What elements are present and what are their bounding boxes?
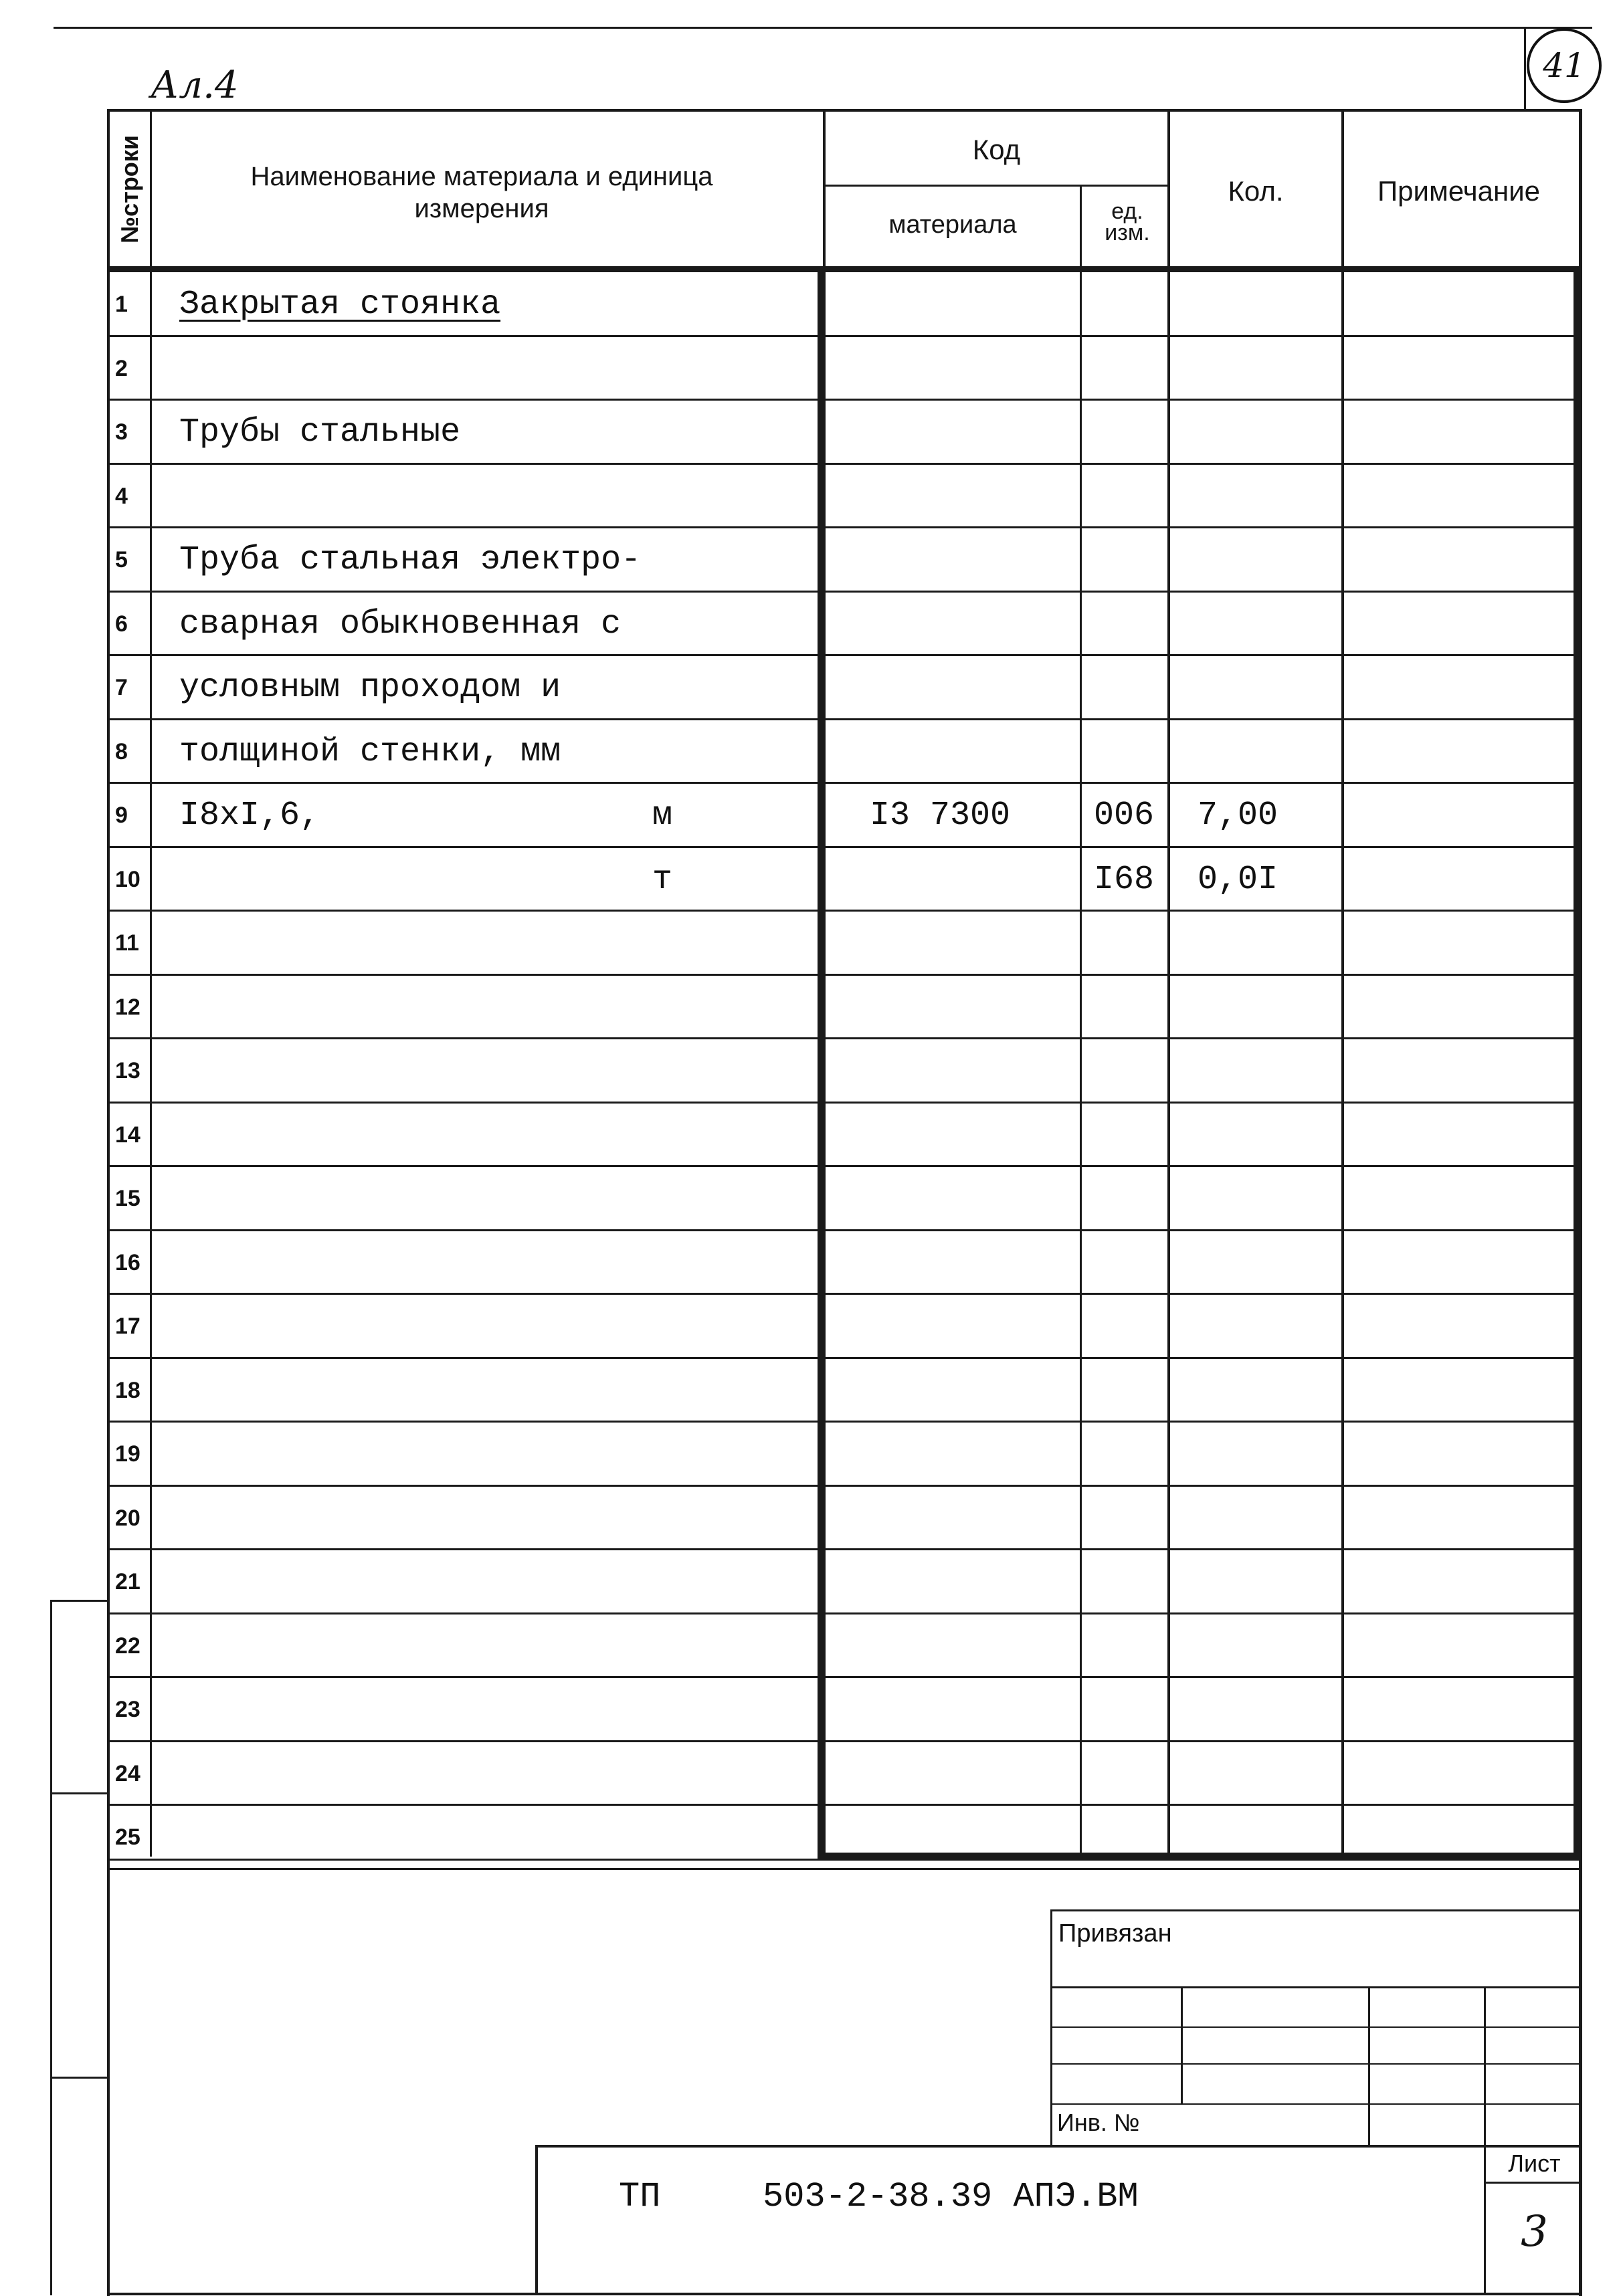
row-number: 16 xyxy=(115,1249,140,1275)
material-name xyxy=(179,336,808,401)
unit xyxy=(652,1486,692,1550)
table-row xyxy=(0,1358,1621,1423)
quantity xyxy=(1198,1614,1338,1678)
unit-code xyxy=(1094,1677,1167,1742)
unit-code xyxy=(1094,1614,1167,1678)
unit-code xyxy=(1094,911,1167,975)
table-row xyxy=(0,336,1621,401)
unit xyxy=(652,911,692,975)
quantity xyxy=(1198,720,1338,784)
table-row xyxy=(0,1677,1621,1742)
material-code xyxy=(870,592,1070,656)
material-code xyxy=(870,1677,1070,1742)
note xyxy=(1351,975,1572,1039)
material-code xyxy=(870,1294,1070,1358)
note xyxy=(1351,1805,1572,1869)
unit-code xyxy=(1094,336,1167,401)
note xyxy=(1351,1550,1572,1614)
header-rownum: №строки xyxy=(116,134,144,243)
note xyxy=(1351,720,1572,784)
table-row xyxy=(0,528,1621,592)
material-code: I3 7300 xyxy=(870,796,1011,835)
note xyxy=(1351,1358,1572,1423)
table-row xyxy=(0,1550,1621,1614)
row-number: 7 xyxy=(115,674,128,700)
inv-label: Инв. № xyxy=(1057,2109,1140,2136)
table-row xyxy=(0,1614,1621,1678)
material-code xyxy=(870,1486,1070,1550)
quantity xyxy=(1198,336,1338,401)
table-row xyxy=(0,655,1621,720)
unit-code xyxy=(1094,1486,1167,1550)
material-code xyxy=(870,1422,1070,1486)
quantity xyxy=(1198,528,1338,592)
material-name: I8xI,6, xyxy=(179,796,320,835)
unit xyxy=(652,464,692,528)
unit-code xyxy=(1094,1550,1167,1614)
material-code xyxy=(870,847,1070,912)
row-number: 15 xyxy=(115,1185,140,1211)
material-code xyxy=(870,336,1070,401)
material-name xyxy=(179,1103,808,1167)
quantity: 0,0I xyxy=(1198,860,1278,899)
unit-code xyxy=(1094,1294,1167,1358)
unit xyxy=(652,1614,692,1678)
quantity xyxy=(1198,1422,1338,1486)
quantity xyxy=(1198,592,1338,656)
material-name: сварная обыкновенная с xyxy=(179,605,622,643)
quantity xyxy=(1198,1039,1338,1103)
note xyxy=(1351,911,1572,975)
material-code xyxy=(870,464,1070,528)
unit-code: 006 xyxy=(1094,796,1155,835)
table-row xyxy=(0,911,1621,975)
quantity xyxy=(1198,1166,1338,1231)
unit-code xyxy=(1094,1103,1167,1167)
material-code xyxy=(870,975,1070,1039)
unit xyxy=(652,1166,692,1231)
material-name: условным проходом и xyxy=(179,668,561,707)
table-row xyxy=(0,1294,1621,1358)
unit-code xyxy=(1094,592,1167,656)
unit-code xyxy=(1094,1742,1167,1806)
doc-code: 503-2-38.39 АПЭ.ВМ xyxy=(763,2177,1139,2216)
unit xyxy=(652,592,692,656)
row-number: 25 xyxy=(115,1824,140,1850)
table-row xyxy=(0,400,1621,464)
unit-code xyxy=(1094,720,1167,784)
quantity xyxy=(1198,911,1338,975)
table-row xyxy=(0,464,1621,528)
material-name xyxy=(179,911,808,975)
unit xyxy=(652,1550,692,1614)
material-code xyxy=(870,272,1070,336)
note xyxy=(1351,1103,1572,1167)
quantity xyxy=(1198,1805,1338,1869)
note xyxy=(1351,400,1572,464)
material-code xyxy=(870,1231,1070,1295)
header-note: Примечание xyxy=(1377,175,1541,207)
row-number: 5 xyxy=(115,546,128,572)
note xyxy=(1351,847,1572,912)
table-row xyxy=(0,1422,1621,1486)
material-code xyxy=(870,1103,1070,1167)
unit xyxy=(652,528,692,592)
quantity xyxy=(1198,1294,1338,1358)
quantity xyxy=(1198,655,1338,720)
table-row xyxy=(0,1742,1621,1806)
unit-code xyxy=(1094,400,1167,464)
unit xyxy=(652,1422,692,1486)
unit-code xyxy=(1094,272,1167,336)
row-number: 18 xyxy=(115,1377,140,1403)
row-number: 20 xyxy=(115,1505,140,1531)
unit xyxy=(652,1039,692,1103)
sheet-note: Ал.4 xyxy=(151,64,239,107)
material-code xyxy=(870,1039,1070,1103)
quantity: 7,00 xyxy=(1198,796,1278,835)
quantity xyxy=(1198,975,1338,1039)
material-name xyxy=(179,1677,808,1742)
note xyxy=(1351,1231,1572,1295)
material-name: Труба стальная электро- xyxy=(179,540,642,579)
note xyxy=(1351,1422,1572,1486)
table-row xyxy=(0,272,1621,336)
note xyxy=(1351,1294,1572,1358)
quantity xyxy=(1198,1486,1338,1550)
material-name xyxy=(179,1742,808,1806)
row-number: 22 xyxy=(115,1633,140,1659)
table-row xyxy=(0,1166,1621,1231)
row-number: 23 xyxy=(115,1696,140,1722)
unit xyxy=(652,720,692,784)
quantity xyxy=(1198,1103,1338,1167)
note xyxy=(1351,464,1572,528)
quantity xyxy=(1198,1677,1338,1742)
material-code xyxy=(870,1358,1070,1423)
row-number: 9 xyxy=(115,802,128,828)
row-number: 1 xyxy=(115,291,128,317)
unit xyxy=(652,336,692,401)
row-number: 6 xyxy=(115,611,128,637)
material-code xyxy=(870,1742,1070,1806)
unit xyxy=(652,400,692,464)
note xyxy=(1351,1742,1572,1806)
row-number: 19 xyxy=(115,1441,140,1467)
unit xyxy=(652,975,692,1039)
note xyxy=(1351,1614,1572,1678)
material-code xyxy=(870,655,1070,720)
header-code-material: материала xyxy=(888,211,1017,239)
unit xyxy=(652,1294,692,1358)
row-number: 2 xyxy=(115,355,128,381)
material-name xyxy=(179,1422,808,1486)
unit-code xyxy=(1094,1166,1167,1231)
table-row xyxy=(0,720,1621,784)
note xyxy=(1351,336,1572,401)
unit-code xyxy=(1094,1805,1167,1869)
table-row xyxy=(0,592,1621,656)
note xyxy=(1351,528,1572,592)
material-name xyxy=(179,1166,808,1231)
material-name xyxy=(179,1358,808,1423)
unit-code xyxy=(1094,1358,1167,1423)
material-code xyxy=(870,1805,1070,1869)
material-name xyxy=(179,1294,808,1358)
table-row xyxy=(0,975,1621,1039)
note xyxy=(1351,592,1572,656)
row-number: 14 xyxy=(115,1122,140,1148)
row-number: 4 xyxy=(115,483,128,509)
material-name xyxy=(179,1805,808,1869)
quantity xyxy=(1198,1358,1338,1423)
material-code xyxy=(870,911,1070,975)
unit xyxy=(652,1358,692,1423)
note xyxy=(1351,1039,1572,1103)
material-code xyxy=(870,1550,1070,1614)
row-number: 21 xyxy=(115,1568,140,1594)
row-number: 12 xyxy=(115,994,140,1020)
table-row xyxy=(0,1486,1621,1550)
unit xyxy=(652,655,692,720)
unit xyxy=(652,1805,692,1869)
attached-label: Привязан xyxy=(1058,1919,1172,1948)
material-name xyxy=(179,847,808,912)
unit xyxy=(652,1677,692,1742)
unit-code: I68 xyxy=(1094,860,1155,899)
quantity xyxy=(1198,400,1338,464)
table-row xyxy=(0,1805,1621,1869)
unit xyxy=(652,1742,692,1806)
sheet-number: 3 xyxy=(1521,2207,1548,2257)
note xyxy=(1351,1486,1572,1550)
unit-code xyxy=(1094,1422,1167,1486)
row-number: 17 xyxy=(115,1313,140,1339)
quantity xyxy=(1198,1742,1338,1806)
material-name xyxy=(179,1486,808,1550)
material-name xyxy=(179,464,808,528)
unit-code xyxy=(1094,975,1167,1039)
row-number: 8 xyxy=(115,738,128,764)
header-name: Наименование материала и единица измерения xyxy=(250,162,713,223)
unit xyxy=(652,272,692,336)
table-row xyxy=(0,1103,1621,1167)
note xyxy=(1351,272,1572,336)
row-number: 10 xyxy=(115,866,140,892)
row-number: 11 xyxy=(115,930,139,956)
unit-code xyxy=(1094,528,1167,592)
note xyxy=(1351,655,1572,720)
material-code xyxy=(870,1166,1070,1231)
material-code xyxy=(870,1614,1070,1678)
table-row xyxy=(0,783,1621,847)
material-name xyxy=(179,1614,808,1678)
quantity xyxy=(1198,1231,1338,1295)
note xyxy=(1351,1677,1572,1742)
material-name xyxy=(179,975,808,1039)
material-name: толщиной стенки, мм xyxy=(179,732,561,771)
material-code xyxy=(870,400,1070,464)
unit xyxy=(652,1231,692,1295)
unit-code xyxy=(1094,1231,1167,1295)
material-code xyxy=(870,528,1070,592)
material-name: Закрытая стоянка xyxy=(179,285,501,324)
quantity xyxy=(1198,464,1338,528)
material-name: Трубы стальные xyxy=(179,413,461,451)
quantity xyxy=(1198,1550,1338,1614)
unit: м xyxy=(652,796,673,835)
note xyxy=(1351,783,1572,847)
table-row xyxy=(0,1231,1621,1295)
row-number: 13 xyxy=(115,1057,140,1083)
unit-code xyxy=(1094,464,1167,528)
doc-prefix: ТП xyxy=(619,2177,661,2216)
table-row xyxy=(0,1039,1621,1103)
unit-code xyxy=(1094,1039,1167,1103)
binding-strip xyxy=(50,1600,52,2295)
page-number: 41 xyxy=(1543,46,1586,85)
sheet-label: Лист xyxy=(1508,2150,1561,2177)
material-name xyxy=(179,1231,808,1295)
unit: т xyxy=(652,860,673,899)
unit xyxy=(652,1103,692,1167)
row-number: 24 xyxy=(115,1760,140,1786)
header-code: Код xyxy=(972,134,1021,165)
unit-code xyxy=(1094,655,1167,720)
table-row xyxy=(0,847,1621,912)
row-number: 3 xyxy=(115,419,128,445)
material-name xyxy=(179,1550,808,1614)
header-code-unit: ед. изм. xyxy=(1105,199,1150,245)
note xyxy=(1351,1166,1572,1231)
header-qty: Кол. xyxy=(1228,175,1284,207)
quantity xyxy=(1198,272,1338,336)
material-name xyxy=(179,1039,808,1103)
material-code xyxy=(870,720,1070,784)
